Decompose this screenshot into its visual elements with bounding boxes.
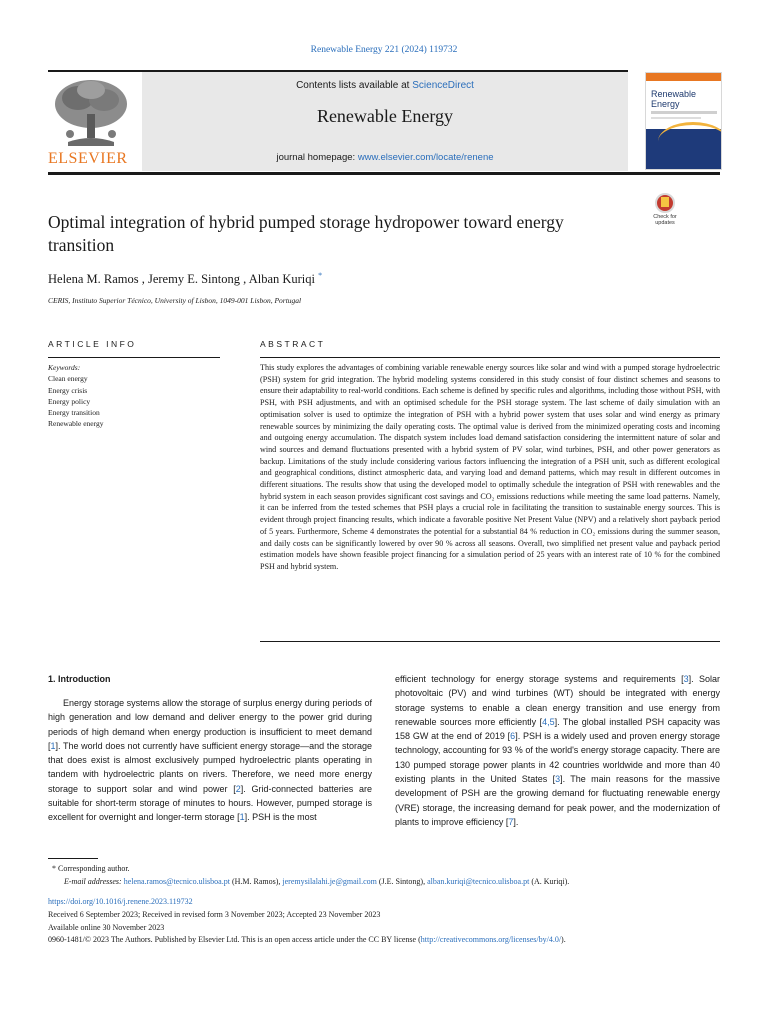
check-for-updates-badge[interactable] <box>646 193 684 231</box>
article-title: Optimal integration of hybrid pumped storage hydropower toward energy transition <box>48 212 564 255</box>
reference-link[interactable]: 1 <box>50 740 56 751</box>
corresponding-author-mark[interactable]: * <box>318 271 323 280</box>
body-text: ]. The main reasons for the massive development of PSH are the growing demand for fluctuating renewable energy (VRE) storage, the increasing demand for peak power, and the modernization of plants to improve efficiency [ <box>395 774 720 827</box>
keyword-item: Renewable energy <box>48 419 104 429</box>
body-text: ]. Grid-connected batteries are suitable for short-term storage of minutes to hours. However, pumped storage is excellent for overnight and longer-term storage [ <box>48 783 373 823</box>
keyword-item: Energy crisis <box>48 385 88 395</box>
bookmark-icon <box>661 197 669 207</box>
journal-homepage-line <box>142 152 628 163</box>
body-text: ]. PSH is the most <box>244 812 317 823</box>
body-text: efficient technology for energy storage systems and requirements [ <box>395 674 684 684</box>
homepage-link[interactable]: www.elsevier.com/locate/renene <box>357 152 494 163</box>
copyright-text: 0960-1481/© 2023 The Authors. Published by Elsevier Ltd. This is an open access article under the CC BY license ( <box>48 935 421 944</box>
abstract-text: This study explores the advantages of combining variable renewable energy sources like solar and wind with a pumped storage hydroelectric (PSH) system for grid integration. The hybrid modeling systems considered in this study consist of four distinct schemes and seasons to ensure their adaptability to real-world conditions. Each scheme is defined by specific rules and algorithms, including those without PSH, with PSH, with PSH adjustments, and with an optimised schedule for the PSH storage system. The last scheme of daily simulation with an optimisation solver is used to optimize the integration of PSH with a hybrid power system that uses solar and wind energy as primary renewable sources by minimizing the daily operating costs. The optimal value is derived from the minimized operating costs and incoming and outgoing energy accumulation. The dispatch system includes load demand satisfaction considering the intermittent nature of solar and wind sources and demand fluctuations presented with a hybrid system of PV solar, wind turbines, PSH, and other power generators as backup. Limitations of the study include considering various factors influencing the integration of a PSH unit, such as different ecological and geographical conditions, distinct atmospheric data, and varying load and demand patterns, which may result in different outcomes in different situations. The results show that using the developed model to optimally schedule the integration of PSH with renewables and the hybrid system in each season provides significant cost savings and CO₂ emissions reductions while meeting the same load patterns. Namely, it can be inferred from the tested schemes that PSH plays a crucial role in facilitating the transition to sustainable energy sources. This is evident through project financing results, which indicate a favorable positive Net Present Value (NPV) and a relatively short payback period of 5 years. Furthermore, Scheme 4 demonstrates the potential for a substantial 84 % reduction in CO₂ emissions during the summer season, and daily costs can be significantly lowered by over 90 % across all seasons. Overall, two simplified net present value and payback period estimation models have shown feasible project financing for a simulation period of 25 years with an interest rate of 10 % for the combined PSH and hybrid system. <box>260 363 720 571</box>
reference-link[interactable]: 3 <box>683 674 689 684</box>
elsevier-wordmark: ELSEVIER <box>48 150 128 167</box>
email-owner: (A. Kuriqi). <box>529 877 570 886</box>
email-link[interactable]: alban.kuriqi@tecnico.ulisboa.pt <box>427 877 530 886</box>
reference-link[interactable]: 2 <box>235 783 241 794</box>
sciencedirect-link[interactable]: ScienceDirect <box>412 80 474 91</box>
cover-top-strip <box>646 73 721 81</box>
article-info-heading: ARTICLE INFO <box>48 339 137 349</box>
license-link[interactable]: http://creativecommons.org/licenses/by/4.0/ <box>420 935 562 944</box>
reference-link[interactable]: 6 <box>510 731 516 742</box>
body-text: Energy storage systems allow the storage of surplus energy during periods of high generation and low demand and deliver energy to the power grid during periods of high demand when energy production is insufficient to meet demand [ <box>48 698 372 751</box>
reference-link[interactable]: 4,5 <box>542 716 555 727</box>
body-text: ]. PSH is a widely used and proven energy storage technology, accounting for 93 % of the world's energy storage capacity. There are 130 pumped storage power plants in 42 countries worldwide and more than 40 existing plants in the United States [ <box>395 731 720 785</box>
body-text: ]. Solar photovoltaic (PV) and wind turbines (WT) should be integrated with energy storage systems to enable a clean energy transition and use energy from renewable sources more efficiently [ <box>395 674 720 727</box>
keyword-item: Energy policy <box>48 396 91 406</box>
author-separator: , <box>141 272 148 287</box>
author-name[interactable]: Helena M. Ramos <box>48 272 139 287</box>
cover-title: Renewable Energy <box>651 89 697 109</box>
abstract-bottom-rule <box>260 641 720 642</box>
copyright-notice <box>48 935 566 944</box>
author-name[interactable]: Alban Kuriqi <box>248 272 315 287</box>
journal-title: Renewable Energy <box>316 106 454 126</box>
keyword-item: Energy transition <box>48 408 100 418</box>
cover-subtitle-bar <box>651 111 717 114</box>
check-for-updates-label: Check for updates <box>653 214 677 226</box>
email-owner: (H.M. Ramos), <box>229 877 283 886</box>
corresponding-author-note: * Corresponding author. <box>52 864 130 873</box>
masthead-bottom-rule <box>48 172 720 175</box>
keywords-label: Keywords: <box>48 363 81 372</box>
homepage-prefix: journal homepage: <box>276 152 358 163</box>
body-text: ]. The global installed PSH capacity was 158 GW at the end of 2019 [ <box>395 716 721 742</box>
keywords-block <box>48 362 103 430</box>
section-heading-introduction: 1. Introduction <box>48 674 111 684</box>
email-link[interactable]: helena.ramos@tecnico.ulisboa.pt <box>123 877 230 886</box>
keyword-item: Clean energy <box>48 374 88 384</box>
email-owner: (J.E. Sintong), <box>376 877 428 886</box>
article-info-rule <box>48 357 220 358</box>
email-link[interactable]: jeremysilalahi.je@gmail.com <box>282 877 377 886</box>
reference-link[interactable]: 7 <box>508 816 514 827</box>
journal-cover-thumbnail[interactable] <box>645 72 722 170</box>
contents-prefix: Contents lists available at <box>296 80 413 91</box>
body-column-left <box>48 696 372 825</box>
abstract-heading: ABSTRACT <box>260 339 326 349</box>
email-addresses <box>64 877 569 886</box>
cover-subtitle-bar-2 <box>651 117 701 119</box>
reference-link[interactable]: 1 <box>239 812 245 823</box>
abstract-top-rule <box>260 357 720 358</box>
body-text: ]. <box>513 816 519 827</box>
copyright-suffix: ). <box>561 935 566 944</box>
doi-link[interactable]: https://doi.org/10.1016/j.renene.2023.119732 <box>48 897 193 906</box>
email-label: E-mail addresses: <box>64 877 124 886</box>
journal-citation[interactable]: Renewable Energy 221 (2024) 119732 <box>310 45 458 55</box>
body-text: ]. The world does not currently have sufficient energy storage—and the storage that does exist is almost exclusively pumped hydroelectric plants operating in tandem with hydroelectric plants on rivers. Therefore, we need more energy storage to support solar and wind power [ <box>48 740 372 794</box>
author-list <box>48 271 322 287</box>
footnote-rule <box>48 858 98 859</box>
body-column-right <box>395 672 720 829</box>
author-name[interactable]: Jeremy E. Sintong <box>147 272 240 287</box>
received-dates: Received 6 September 2023; Received in revised form 3 November 2023; Accepted 23 November 2023 <box>48 910 381 919</box>
contents-line <box>142 80 628 91</box>
author-affiliation: CERIS, Instituto Superior Técnico, University of Lisbon, 1049-001 Lisbon, Portugal <box>48 296 302 305</box>
reference-link[interactable]: 3 <box>555 774 561 785</box>
available-online-date: Available online 30 November 2023 <box>48 923 165 932</box>
cover-arc <box>658 122 722 161</box>
author-separator: , <box>243 272 249 287</box>
